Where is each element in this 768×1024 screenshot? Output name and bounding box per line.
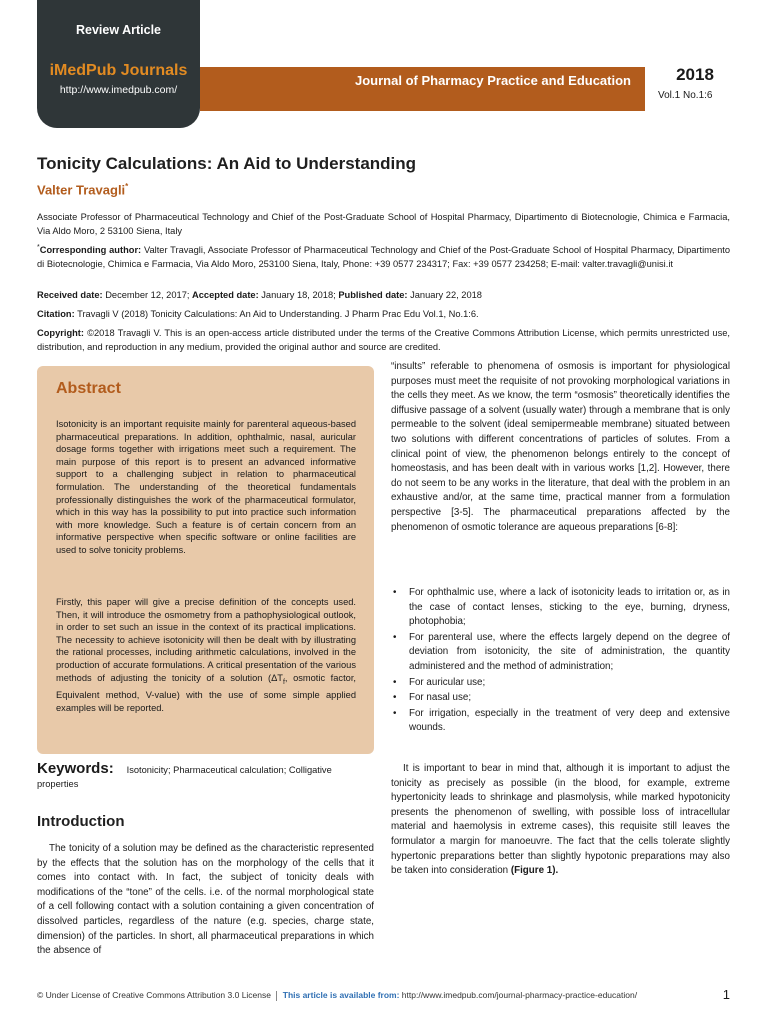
page-footer [37,987,730,1002]
journal-banner [200,67,645,111]
publisher-banner [37,0,200,128]
footer-divider [276,991,277,1001]
accepted-label: Accepted date: [192,290,259,300]
paper-title: Tonicity Calculations: An Aid to Understanding [37,154,417,173]
published-date: January 22, 2018 [407,290,482,300]
corresponding-mark: * [37,244,40,251]
list-item: • For ophthalmic use, where a lack of isotonicity leads to irritation or, as in the case of contact lenses, sticking to the eye, burning, dryness, photophobia; [391,586,730,630]
abstract-box [37,366,374,754]
right-paragraph-2 [391,762,730,879]
accepted-date: January 18, 2018 [258,290,334,300]
right-paragraph-1: “insults” referable to phenomena of osmosis is important for physiological purposes must meet the requisite of not provoking morphological variations in the cells they meet. As we know, the term “osmosis” theoretically identifies the diffusive passage of a solvent (usually water) through a membrane that is only permeable to the solvent (ideal semipermeable membrane) situated between two solutions with different concentrations of particles of solutes. From a clinical point of view, the phenomenon belongs entirely to the concept of homeostasis, and has been dealt with in various works [1,2]. However, there do not seem to be any works in the literature, that deal with the problem in an exhaustive and/or, at the same time, practical manner from a formulation perspective [3-5]. The pharmaceutical preparations affected by the phenomenon of osmotic tolerance are aqueous preparations [6-8]: [391,361,730,533]
received-date: December 12, 2017 [102,290,187,300]
keywords-text: Isotonicity; Pharmaceutical calculation; Colligative properties [37,765,332,789]
list-item: • For parenteral use, where the effects largely depend on the degree of deviation from isotonicity, the site of administration, the quantity administered and the method of administration; [391,631,730,675]
received-label: Received date: [37,290,103,300]
citation-label: Citation: [37,309,75,319]
right-p2-text: It is important to bear in mind that, although it is important to adjust the tonicity as precisely as possible (in the blood, for example, extreme hypertonicity leads to shrinkage and plasmolysis, while marked hypotonicity presents the phenomenon of swelling, with possible loss of intracellular material and haemolysis in extreme cases), this requisite still leaves the formulator a margin for manoeuvre. The fact that the cells tolerate slightly hypertonic preparations better than slightly hypotonic preparations may also be taken into consideration [391,763,730,877]
preparation-list [391,586,730,737]
availability-label: This article is available from: [282,990,400,1000]
keywords-label: Keywords: [37,760,114,777]
published-label: Published date: [338,290,408,300]
abstract-p2-end: , osmotic factor, Equivalent method, V-value) with the use of some simple applied examples will be reported. [56,672,356,713]
abstract-heading: Abstract [56,380,121,397]
figure-reference[interactable]: (Figure 1). [510,865,559,877]
page-number: 1 [722,987,730,1002]
volume-issue: Vol.1 No.1:6 [658,90,713,101]
article-type: Review Article [76,23,161,37]
list-item: • For nasal use; [391,691,730,706]
copyright [37,326,730,354]
abstract-p2-sub: f [282,678,285,686]
publication-year: 2018 [676,65,714,84]
publisher-url[interactable]: http://www.imedpub.com/ [59,84,178,96]
dates: Received date: December 12, 2017; Accepted date: January 18, 2018; Published date: January 22, 2018 [37,290,482,300]
license-text: © Under License of Creative Commons Attribution 3.0 License [37,990,271,1000]
affiliation: Associate Professor of Pharmaceutical Technology and Chief of the Post-Graduate School of Hospital Pharmacy, Dipartimento di Biotecnologie, Chimica e Farmacia, Via Aldo Moro, 2 53100 Siena, Italy [37,212,730,236]
abstract-p2-start: Firstly, this paper will give a precise definition of the concepts used. Then, it will introduce the osmometry from a pathophysiological outlook, in order to set such an issue in the context of its practical implications. The necessity to achieve isotonicity will then be dealt with by illustrating the rational processes, including arithmetic calculations, involved in the production of accurate formulations. A critical presentation of the various methods of adjusting the tonicity of a solution (ΔT [56,597,356,683]
keywords [37,762,374,791]
corresponding-label: Corresponding author: [39,245,142,256]
publisher-name: iMedPub Journals [49,62,188,79]
abstract-paragraph-1: Isotonicity is an important requisite mainly for parenteral aqueous-based pharmaceutical preparations. In addition, ophthalmic, nasal, auricular dosage forms together with irrigations meet such a requirement. The main purpose of this report is to present an advanced informative support to a challenging subject in relation to pharmaceutical formulation. The understanding of the theoretical fundamentals professionally distinguishes the work of the pharmaceutical formulator, which in this way has la possibility to put into practice such information with more knowledge. Such a feature is of certain concern from an informative perspective when specific software or online facilities are used to solve tonicity problems. [56,419,356,555]
copyright-label: Copyright: [37,328,84,338]
corresponding-text: Valter Travagli, Associate Professor of Pharmaceutical Technology and Chief of the Post-Graduate School of Hospital Pharmacy, Dipartimento di Biotecnologie, Chimica e Farmacia, Via Aldo Moro, 253100 Siena, Italy, Phone: +39 0577 234317; Fax: +39 0577 234258; E-mail: valter.travagli@unisi.it [37,245,731,270]
introduction-paragraph: The tonicity of a solution may be defined as the characteristic represented by the effects that the solution has on the morphology of the cells that it comes into contact with. In fact, the subject of tonicity deals with modifications of the “tone” of the cells. i.e. of the normal morphological state of a cell following contact with a solution containing a given concentration of dissolved particles, regardless of the nature (e.g. species, charge state, dimension) of the particles. In short, all pharmaceutical preparations in which the absence of [37,843,374,957]
list-item: • For irrigation, especially in the treatment of very deep and extensive wounds. [391,707,730,736]
availability-url[interactable]: http://www.imedpub.com/journal-pharmacy-practice-education/ [399,990,638,1000]
author-name [37,182,128,197]
copyright-text: ©2018 Travagli V. This is an open-access article distributed under the terms of the Creative Commons Attribution License, which permits unrestricted use, distribution, and reproduction in any medium, provided the original author and source are credited. [37,328,730,352]
journal-name: Journal of Pharmacy Practice and Education [355,73,631,88]
list-item: • For auricular use; [391,676,730,691]
abstract-paragraph-2 [56,596,356,714]
citation [37,307,730,321]
introduction-heading: Introduction [37,813,125,830]
author-name-text: Valter Travagli [37,182,126,198]
author-mark: * [125,182,129,191]
corresponding-author [37,241,730,271]
citation-text: Travagli V (2018) Tonicity Calculations: An Aid to Understanding. J Pharm Prac Edu Vol.1, No.1:6. [74,309,479,319]
